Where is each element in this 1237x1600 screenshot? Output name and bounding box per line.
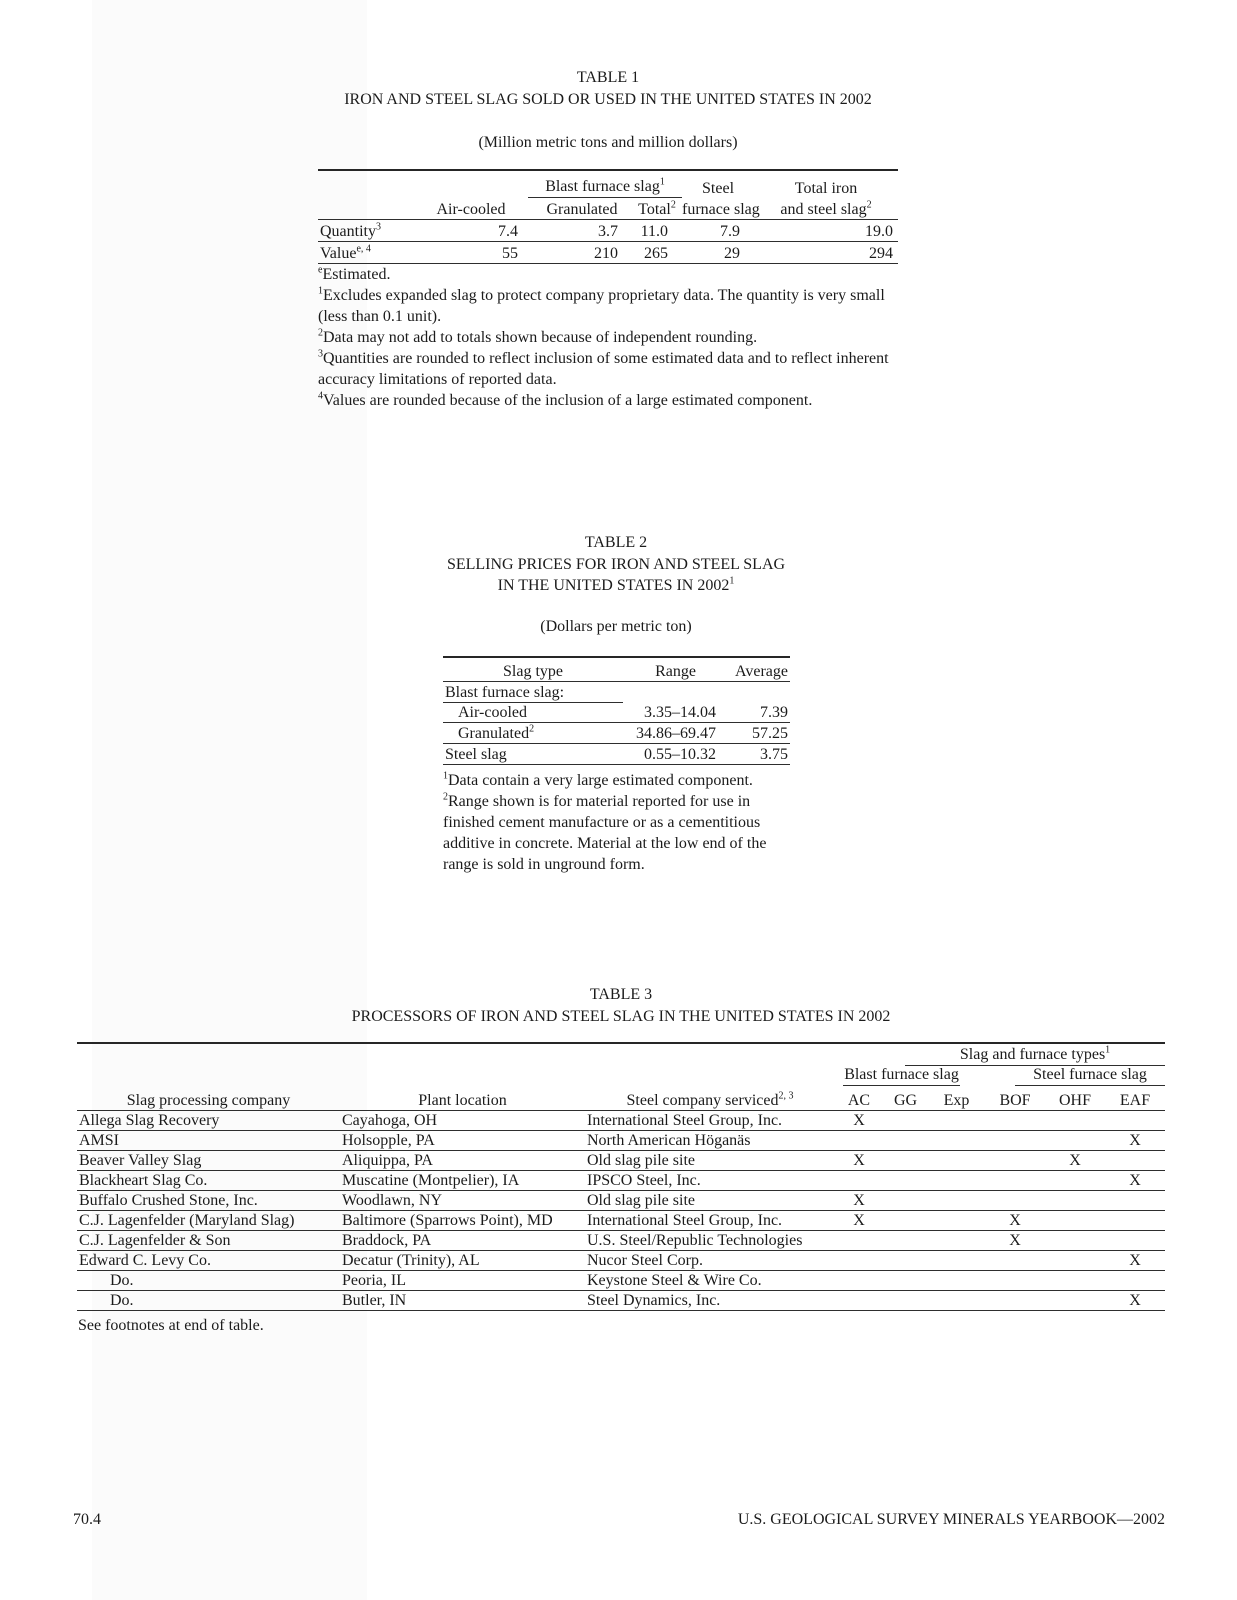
- t3-types-spanner-cell: [835, 1043, 1165, 1066]
- t3-company-cell: Beaver Valley Slag: [77, 1150, 340, 1170]
- table3-row: [77, 1130, 1165, 1150]
- t3-mark-cell: [1045, 1290, 1105, 1310]
- t3-mark-cell: [928, 1150, 985, 1170]
- t2-cell: 7.39: [728, 702, 790, 722]
- table3-header-row: [77, 1086, 1165, 1110]
- t3-location-header: Plant location: [340, 1086, 585, 1110]
- t3-col-ac: AC: [835, 1086, 883, 1110]
- table1-title: TABLE 1: [576, 69, 640, 86]
- table2-row: [443, 743, 790, 764]
- table1-header-row: [318, 198, 898, 219]
- t3-mark-cell: [1105, 1210, 1165, 1230]
- t3-company-cell: Allega Slag Recovery: [77, 1110, 340, 1130]
- t1-cell: 7.9: [682, 219, 754, 241]
- t3-mark-cell: [985, 1190, 1045, 1210]
- t3-mark-cell: [1045, 1170, 1105, 1190]
- t3-mark-cell: [1045, 1230, 1105, 1250]
- t3-mark-cell: [1045, 1110, 1105, 1130]
- t3-mark-cell: [928, 1130, 985, 1150]
- t1-blast-spanner-label: Blast furnace slag: [545, 178, 660, 196]
- t3-types-label: Slag and furnace types: [959, 1046, 1106, 1064]
- t2-cell: 3.75: [728, 743, 790, 764]
- table3-title: TABLE 3: [589, 986, 653, 1003]
- t3-serviced-cell: International Steel Group, Inc.: [585, 1210, 835, 1230]
- footnote-text: Quantities are rounded to reflect inclusion of some estimated data and to reflect inherent accuracy limitations of reported data.: [318, 350, 889, 388]
- t1-cell: 3.7: [532, 219, 632, 241]
- table3-row: [77, 1170, 1165, 1190]
- see-footnotes-note: See footnotes at end of table.: [78, 1317, 264, 1334]
- footnote-text: Data contain a very large estimated component.: [448, 772, 753, 789]
- t3-mark-cell: [835, 1230, 883, 1250]
- t3-mark-cell: X: [835, 1110, 883, 1130]
- t3-mark-cell: [1105, 1270, 1165, 1290]
- t1-blast-spanner-sup: 1: [659, 176, 665, 188]
- t1-total-header-sup: 2: [670, 199, 676, 211]
- t1-cell: 11.0: [632, 219, 682, 241]
- t3-location-cell: Muscatine (Montpelier), IA: [340, 1170, 585, 1190]
- t2-group-label: [443, 681, 623, 702]
- table2-row: [443, 722, 790, 743]
- t1-quantity-text: Quantity: [320, 222, 376, 240]
- t3-location-cell: Cayahoga, OH: [340, 1110, 585, 1130]
- t3-serviced-label: Steel company serviced: [626, 1091, 779, 1109]
- table2-row: [443, 702, 790, 722]
- table3-spanner-row2: [77, 1066, 1165, 1086]
- t3-mark-cell: [928, 1170, 985, 1190]
- t3-mark-cell: [1045, 1210, 1105, 1230]
- footnote: [318, 390, 918, 411]
- t2-row-label: Granulated: [458, 724, 530, 742]
- t3-mark-cell: [1045, 1130, 1105, 1150]
- t3-mark-cell: [928, 1270, 985, 1290]
- footnote: [318, 348, 918, 390]
- table2-heading-line1: SELLING PRICES FOR IRON AND STEEL SLAG: [446, 556, 786, 573]
- t3-spacer-cell: [77, 1066, 835, 1086]
- t3-serviced-cell: Steel Dynamics, Inc.: [585, 1290, 835, 1310]
- footnote-text: Data may not add to totals shown because of independent rounding.: [323, 329, 758, 346]
- footnote-text: Values are rounded because of the inclusion of a large estimated component.: [323, 392, 813, 409]
- t3-serviced-cell: Nucor Steel Corp.: [585, 1250, 835, 1270]
- table3-row: [77, 1230, 1165, 1250]
- table3-spanner-row1: [77, 1043, 1165, 1066]
- footnote-sup: 2: [443, 791, 448, 803]
- t3-mark-cell: [883, 1130, 928, 1150]
- t1-value-label: [318, 241, 410, 263]
- t2-cell: [728, 681, 790, 702]
- t3-blast-spanner-cell: [835, 1066, 985, 1086]
- t3-company-cell: C.J. Lagenfelder (Maryland Slag): [77, 1210, 340, 1230]
- t3-serviced-cell: International Steel Group, Inc.: [585, 1110, 835, 1130]
- t3-location-cell: Peoria, IL: [340, 1270, 585, 1290]
- table3-row: [77, 1290, 1165, 1310]
- t3-mark-cell: X: [835, 1190, 883, 1210]
- t1-cell: 29: [682, 241, 754, 263]
- t3-mark-cell: [1045, 1190, 1105, 1210]
- t3-col-eaf: EAF: [1105, 1086, 1165, 1110]
- t1-steel-header-line2: furnace slag: [682, 198, 754, 219]
- table2-title: TABLE 2: [584, 534, 648, 551]
- footnote-sup: 1: [443, 770, 448, 782]
- footnote-sup: e: [318, 264, 323, 276]
- table3: [77, 1042, 1165, 1311]
- t2-row-label-cell: [443, 702, 623, 722]
- footnote-sup: 3: [318, 348, 323, 360]
- t2-heading-sup: 1: [729, 575, 735, 587]
- footnote: [318, 264, 918, 285]
- table1-quantity-row: [318, 219, 898, 241]
- t3-mark-cell: [1045, 1250, 1105, 1270]
- t2-heading-text: IN THE UNITED STATES IN 2002: [497, 577, 730, 594]
- t2-average-header: Average: [728, 657, 790, 681]
- t3-spacer-cell: [77, 1043, 835, 1066]
- t3-mark-cell: [928, 1250, 985, 1270]
- table2-header-row: [443, 657, 790, 681]
- running-footer: U.S. GEOLOGICAL SURVEY MINERALS YEARBOOK—2002: [737, 1511, 1165, 1528]
- t3-mark-cell: [883, 1250, 928, 1270]
- t3-mark-cell: X: [1105, 1290, 1165, 1310]
- table2: [443, 656, 790, 765]
- table3-row: [77, 1110, 1165, 1130]
- t1-total-header-line2: [754, 198, 898, 219]
- t3-serviced-cell: Keystone Steel & Wire Co.: [585, 1270, 835, 1290]
- t1-cell: 265: [632, 241, 682, 263]
- table2-units-note: (Dollars per metric ton): [540, 618, 692, 635]
- t1-total-header-label: Total: [638, 200, 671, 218]
- t3-mark-cell: [883, 1230, 928, 1250]
- t2-row-label: Steel slag: [445, 745, 507, 763]
- t1-cell: 55: [410, 241, 532, 263]
- t1-spacer-cell: [318, 198, 410, 219]
- t1-value-sup: e, 4: [356, 243, 371, 255]
- table3-row: [77, 1250, 1165, 1270]
- t2-row-label: Blast furnace slag:: [445, 683, 565, 701]
- t3-mark-cell: X: [1105, 1170, 1165, 1190]
- t1-total-header: [632, 198, 682, 219]
- t3-mark-cell: [835, 1250, 883, 1270]
- page-number: 70.4: [73, 1511, 101, 1528]
- t1-steel-header-line1: Steel: [702, 180, 735, 198]
- t3-mark-cell: X: [1045, 1150, 1105, 1170]
- table1-spanner-row: [318, 170, 898, 198]
- footnote: [443, 791, 795, 875]
- table3-row: [77, 1150, 1165, 1170]
- t3-serviced-cell: IPSCO Steel, Inc.: [585, 1170, 835, 1190]
- t1-cell: 210: [532, 241, 632, 263]
- footnote-sup: 4: [318, 390, 323, 402]
- t3-steel-spanner-cell: [985, 1066, 1165, 1086]
- table1: [318, 169, 898, 264]
- t2-cell: 3.35–14.04: [623, 702, 728, 722]
- t1-total-header-line1: Total iron: [794, 180, 858, 198]
- t3-mark-cell: [928, 1290, 985, 1310]
- footnote-text: Range shown is for material reported for use in finished cement manufacture or as a cementitious additive in concrete. Material at the low end of the range is sold in unground form.: [443, 793, 767, 873]
- t1-granulated-header: Granulated: [532, 198, 632, 219]
- t3-mark-cell: [835, 1270, 883, 1290]
- t3-mark-cell: [1045, 1270, 1105, 1290]
- table1-value-row: [318, 241, 898, 263]
- t3-mark-cell: X: [985, 1230, 1045, 1250]
- t3-location-cell: Holsopple, PA: [340, 1130, 585, 1150]
- table3-row: [77, 1270, 1165, 1290]
- t3-mark-cell: [928, 1190, 985, 1210]
- t1-cell: 294: [754, 241, 898, 263]
- t3-mark-cell: [883, 1150, 928, 1170]
- table3-row: [77, 1210, 1165, 1230]
- t3-mark-cell: [1105, 1190, 1165, 1210]
- t1-quantity-label: [318, 219, 410, 241]
- t3-company-cell: AMSI: [77, 1130, 340, 1150]
- t1-total-line2-sup: 2: [866, 199, 872, 211]
- t3-company-cell-ditto: Do.: [77, 1270, 340, 1290]
- t3-col-exp: Exp: [928, 1086, 985, 1110]
- t3-mark-cell: [985, 1170, 1045, 1190]
- t3-serviced-sup: 2, 3: [778, 1090, 794, 1102]
- table2-heading-line2: [343, 577, 889, 595]
- t3-mark-cell: X: [985, 1210, 1045, 1230]
- t1-cell: 19.0: [754, 219, 898, 241]
- table1-footnotes: [318, 264, 918, 411]
- t1-value-text: Value: [320, 244, 357, 262]
- t3-mark-cell: [1105, 1230, 1165, 1250]
- t3-mark-cell: [985, 1110, 1045, 1130]
- footnote: [443, 770, 795, 791]
- t3-serviced-cell: Old slag pile site: [585, 1150, 835, 1170]
- t2-cell: [623, 681, 728, 702]
- footnote-sup: 1: [318, 285, 323, 297]
- t3-location-cell: Baltimore (Sparrows Point), MD: [340, 1210, 585, 1230]
- t3-company-cell-ditto: Do.: [77, 1290, 340, 1310]
- t3-company-cell: Buffalo Crushed Stone, Inc.: [77, 1190, 340, 1210]
- t3-mark-cell: [883, 1290, 928, 1310]
- table2-footnotes: [443, 770, 795, 875]
- table1-units-note: (Million metric tons and million dollars): [478, 134, 738, 151]
- t3-location-cell: Decatur (Trinity), AL: [340, 1250, 585, 1270]
- t3-company-header: Slag processing company: [77, 1086, 340, 1110]
- t3-mark-cell: [883, 1210, 928, 1230]
- t3-mark-cell: X: [1105, 1250, 1165, 1270]
- t3-mark-cell: [985, 1150, 1045, 1170]
- t3-mark-cell: X: [835, 1210, 883, 1230]
- t3-company-cell: Blackheart Slag Co.: [77, 1170, 340, 1190]
- t1-spacer-cell: [318, 170, 410, 198]
- t3-mark-cell: [883, 1190, 928, 1210]
- t3-mark-cell: [928, 1210, 985, 1230]
- t2-slagtype-header: Slag type: [443, 657, 623, 681]
- t2-row-sup: 2: [529, 723, 535, 735]
- t1-quantity-sup: 3: [376, 221, 381, 233]
- t3-location-cell: Butler, IN: [340, 1290, 585, 1310]
- t1-cell: 7.4: [410, 219, 532, 241]
- t1-blast-spanner-cell: [410, 170, 682, 198]
- t2-cell: 0.55–10.32: [623, 743, 728, 764]
- t3-types-sup: 1: [1105, 1044, 1111, 1056]
- footnote-sup: 2: [318, 327, 323, 339]
- t3-mark-cell: [1105, 1110, 1165, 1130]
- t3-mark-cell: [883, 1270, 928, 1290]
- t3-steel-spanner: Steel furnace slag: [1015, 1066, 1165, 1086]
- footnote-text: Estimated.: [322, 266, 391, 283]
- t3-mark-cell: [928, 1110, 985, 1130]
- t3-mark-cell: [985, 1130, 1045, 1150]
- table3-heading: PROCESSORS OF IRON AND STEEL SLAG IN THE UNITED STATES IN 2002: [351, 1008, 891, 1025]
- t3-mark-cell: X: [1105, 1130, 1165, 1150]
- t3-mark-cell: [985, 1290, 1045, 1310]
- t3-serviced-cell: North American Höganäs: [585, 1130, 835, 1150]
- t3-mark-cell: [928, 1230, 985, 1250]
- t2-range-header: Range: [623, 657, 728, 681]
- t3-col-gg: GG: [883, 1086, 928, 1110]
- t3-col-bof: BOF: [985, 1086, 1045, 1110]
- t2-cell: 34.86–69.47: [623, 722, 728, 743]
- t3-serviced-cell: U.S. Steel/Republic Technologies: [585, 1230, 835, 1250]
- t2-cell: 57.25: [728, 722, 790, 743]
- t3-serviced-cell: Old slag pile site: [585, 1190, 835, 1210]
- t2-row-label: Air-cooled: [458, 703, 527, 721]
- t3-mark-cell: [835, 1290, 883, 1310]
- t3-mark-cell: [985, 1270, 1045, 1290]
- t3-mark-cell: [1105, 1150, 1165, 1170]
- t3-location-cell: Woodlawn, NY: [340, 1190, 585, 1210]
- t3-mark-cell: [835, 1170, 883, 1190]
- table3-row: [77, 1190, 1165, 1210]
- t3-company-cell: C.J. Lagenfelder & Son: [77, 1230, 340, 1250]
- t1-blast-spanner: [528, 178, 682, 198]
- t3-company-cell: Edward C. Levy Co.: [77, 1250, 340, 1270]
- t1-aircooled-header: Air-cooled: [410, 198, 532, 219]
- footnote: [318, 285, 918, 327]
- t3-col-ohf: OHF: [1045, 1086, 1105, 1110]
- table1-heading: IRON AND STEEL SLAG SOLD OR USED IN THE UNITED STATES IN 2002: [344, 91, 872, 108]
- t3-mark-cell: X: [835, 1150, 883, 1170]
- t2-row-label-cell: [443, 743, 623, 764]
- t3-mark-cell: [835, 1130, 883, 1150]
- t1-total-line2-label: and steel slag: [780, 200, 867, 218]
- t2-row-label-cell: [443, 722, 623, 743]
- t3-mark-cell: [985, 1250, 1045, 1270]
- t3-types-spanner: [905, 1046, 1165, 1066]
- t3-mark-cell: [883, 1110, 928, 1130]
- table2-group-row: [443, 681, 790, 702]
- footnote: [318, 327, 918, 348]
- t3-location-cell: Braddock, PA: [340, 1230, 585, 1250]
- t3-location-cell: Aliquippa, PA: [340, 1150, 585, 1170]
- t3-serviced-header: [585, 1086, 835, 1110]
- t3-mark-cell: [883, 1170, 928, 1190]
- t3-blast-spanner: Blast furnace slag: [843, 1066, 960, 1086]
- footnote-text: Excludes expanded slag to protect company proprietary data. The quantity is very small (less than 0.1 unit).: [318, 287, 885, 325]
